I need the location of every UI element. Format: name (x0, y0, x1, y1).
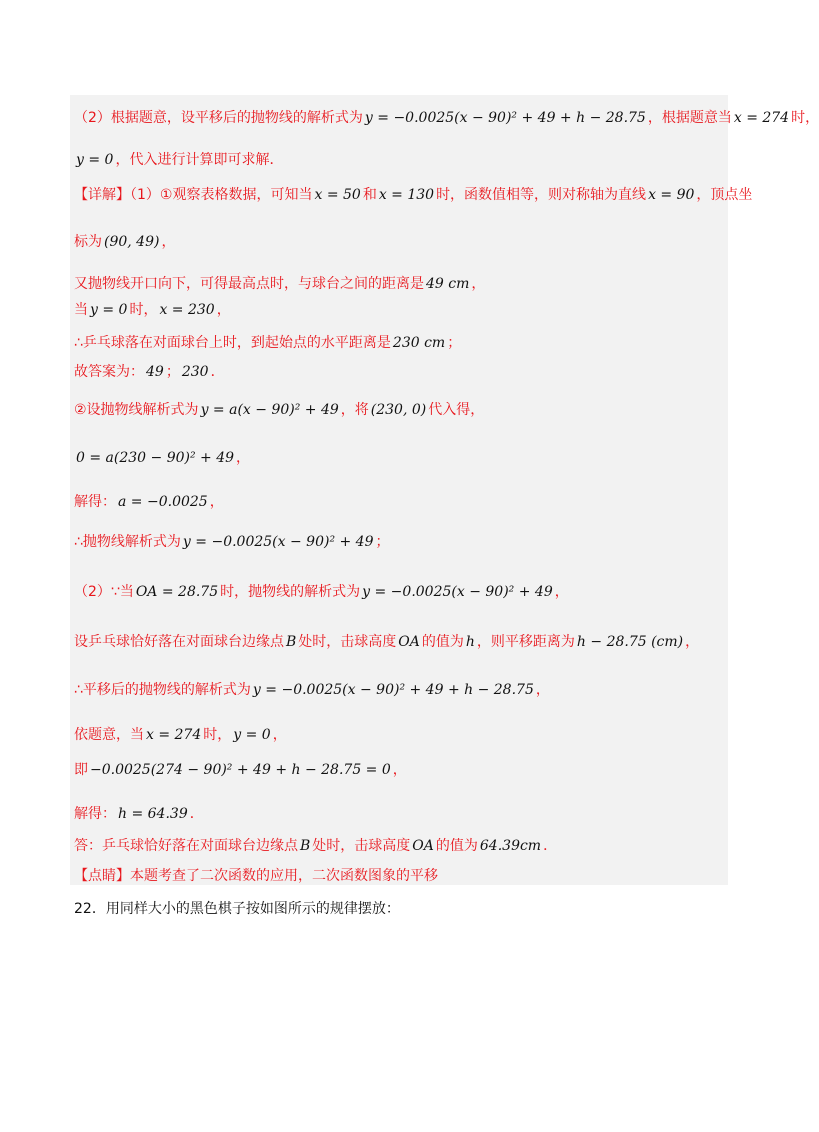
solution-line (74, 108, 819, 128)
math-expression: B (286, 634, 297, 650)
math-expression: x = 230 (159, 302, 215, 318)
math-expression: a = −0.0025 (118, 494, 208, 510)
line-text: 时，抛物线的解析式为 (220, 584, 361, 600)
math-expression: B (300, 838, 311, 854)
line-text: 时， (203, 727, 232, 743)
solution-line (74, 232, 175, 252)
math-expression: 49 (146, 364, 164, 380)
math-expression: −0.0025(274 − 90)² + 49 + h − 28.75 = 0 (90, 762, 391, 778)
line-text: 依题意，当 (74, 727, 144, 743)
line-text: 时， (129, 302, 158, 318)
math-expression: y = −0.0025(x − 90)² + 49 + h − 28.75 (252, 682, 534, 698)
math-expression: 0 = a(230 − 90)² + 49 (76, 450, 235, 466)
line-text: 当 (74, 302, 88, 318)
line-text: 即 (74, 762, 88, 778)
math-expression: x = 90 (648, 187, 695, 203)
line-text: ，代入进行计算即可求解． (115, 152, 284, 168)
solution-line (74, 532, 390, 552)
solution-line (74, 300, 231, 320)
line-text: ∴乒乓球落在对面球台上时，到起始点的水平距离是 (74, 335, 391, 351)
line-text: ∴平移后的抛物线的解析式为 (74, 682, 251, 698)
math-expression: y = −0.0025(x − 90)² + 49 (182, 534, 374, 550)
line-text: ②设抛物线解析式为 (74, 402, 199, 418)
solution-line (74, 150, 283, 170)
math-expression: 49 cm (426, 276, 470, 292)
solution-line (74, 760, 407, 780)
solution-line (74, 362, 225, 382)
question-number: 22． (74, 901, 106, 917)
line-text: ． (543, 838, 558, 854)
math-expression: y = −0.0025(x − 90)² + 49 (362, 584, 553, 600)
solution-line (74, 492, 224, 512)
line-text: 代入得， (428, 402, 485, 418)
line-text: ，根据题意当 (647, 110, 732, 126)
solution-line (74, 400, 484, 420)
line-text: 解得： (74, 806, 116, 822)
line-text: ， (535, 682, 550, 698)
math-expression: y = 0 (90, 302, 128, 318)
solution-line (74, 185, 752, 205)
solution-line (74, 866, 438, 886)
math-expression: OA (398, 634, 420, 650)
line-text: ， (236, 450, 251, 466)
line-text: 的值为 (435, 838, 478, 854)
line-text: （2）根据题意，设平移后的抛物线的解析式为 (74, 110, 363, 126)
question-text: 用同样大小的黑色棋子按如图所示的规律摆放： (105, 901, 400, 917)
math-expression: (230, 0) (370, 402, 427, 418)
math-expression: y = a(x − 90)² + 49 (200, 402, 339, 418)
line-text: ， (685, 634, 700, 650)
line-text: ，顶点坐 (696, 187, 753, 203)
line-text: ∴抛物线解析式为 (74, 534, 181, 550)
math-expression: x = 274 (733, 110, 790, 126)
math-expression: y = 0 (233, 727, 271, 743)
line-text: ， (471, 276, 486, 292)
solution-line (74, 632, 699, 652)
solution-line (74, 680, 550, 700)
line-text: ，将 (340, 402, 369, 418)
line-text: ． (189, 806, 204, 822)
math-expression: (90, 49) (104, 234, 160, 250)
line-text: 时，函数值相等，则对称轴为直线 (436, 187, 647, 203)
line-text: ； (375, 534, 390, 550)
line-text: ． (210, 364, 225, 380)
line-text: ， (272, 727, 287, 743)
line-text: ， (554, 584, 569, 600)
line-text: 答：乒乓球恰好落在对面球台边缘点 (74, 838, 298, 854)
line-text: 的值为 (421, 634, 464, 650)
line-text: （2）∵当 (74, 584, 134, 600)
line-text: ， (216, 302, 231, 318)
math-expression: OA (412, 838, 434, 854)
question-22 (74, 898, 400, 918)
math-expression: y = −0.0025(x − 90)² + 49 + h − 28.75 (364, 110, 646, 126)
math-expression: x = 50 (314, 187, 361, 203)
line-text: 【点睛】本题考查了二次函数的应用，二次函数图象的平移 (74, 868, 438, 884)
math-expression: x = 274 (146, 727, 202, 743)
math-expression: 64.39cm (479, 838, 542, 854)
solution-line (74, 274, 485, 294)
line-text: ； (165, 364, 180, 380)
line-text: ； (447, 335, 462, 351)
math-expression: 230 (181, 364, 209, 380)
solution-line (74, 582, 569, 602)
line-text: 标为 (74, 234, 102, 250)
math-expression: OA = 28.75 (135, 584, 219, 600)
line-text: 和 (362, 187, 377, 203)
solution-line (74, 836, 557, 856)
math-expression: 230 cm (392, 335, 446, 351)
line-text: ， (209, 494, 224, 510)
line-text: 故答案为： (74, 364, 144, 380)
line-text: 时， (791, 110, 819, 126)
solution-line (74, 333, 461, 353)
math-expression: h (465, 634, 475, 650)
solution-line (74, 725, 287, 745)
line-text: 处时，击球高度 (312, 838, 411, 854)
math-expression: h − 28.75 (cm) (576, 634, 684, 650)
line-text: 处时，击球高度 (298, 634, 397, 650)
line-text: 【详解】（1）①观察表格数据，可知当 (74, 187, 313, 203)
solution-line (74, 448, 250, 468)
line-text: 解得： (74, 494, 116, 510)
line-text: 设乒乓球恰好落在对面球台边缘点 (74, 634, 284, 650)
line-text: ，则平移距离为 (476, 634, 575, 650)
line-text: 又抛物线开口向下，可得最高点时，与球台之间的距离是 (74, 276, 424, 292)
math-expression: h = 64.39 (118, 806, 188, 822)
solution-line (74, 804, 204, 824)
math-expression: x = 130 (378, 187, 435, 203)
line-text: ， (161, 234, 176, 250)
line-text: ， (392, 762, 407, 778)
math-expression: y = 0 (76, 152, 114, 168)
